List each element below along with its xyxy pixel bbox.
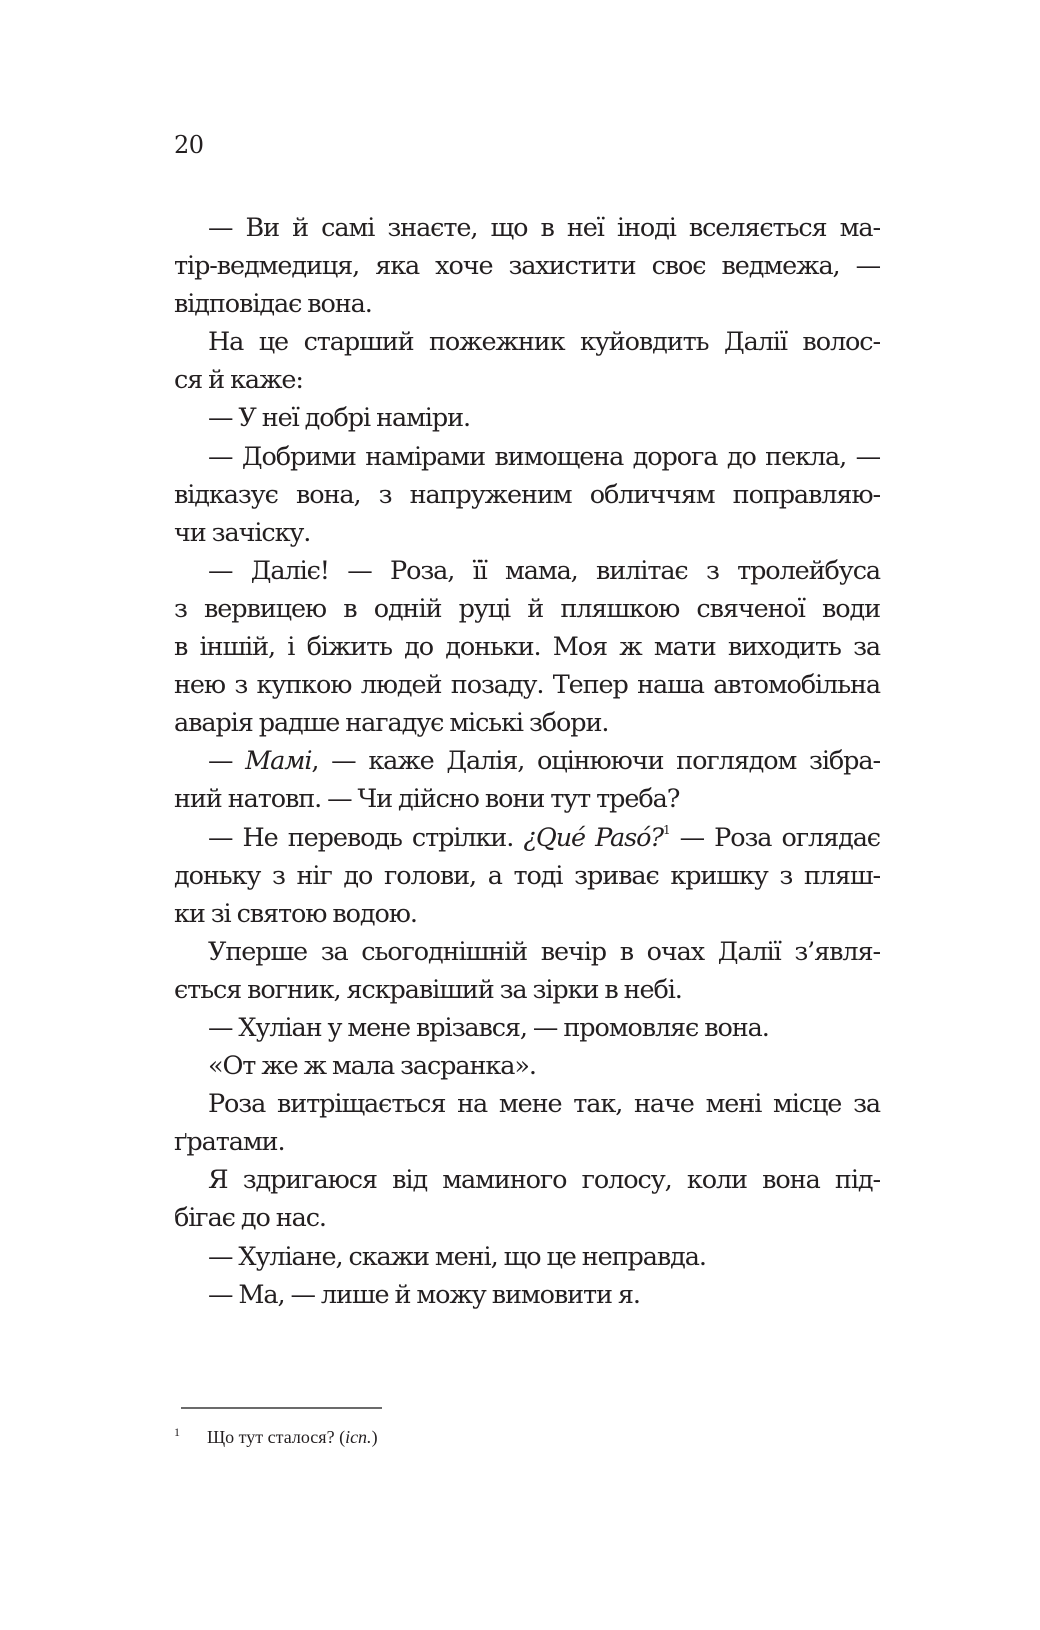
text-line: ґратами. (174, 1127, 285, 1158)
italic-text-run: ¿Qué Pasó? (523, 822, 663, 853)
text-line: — Добрими намірами вимощена дорога до пекла, — (208, 441, 880, 472)
text-line: ки зі святою водою. (174, 898, 417, 929)
footnote-text: Що тут сталося? ( (207, 1427, 346, 1447)
text-line: тір-ведмедиця, яка хоче захистити своє ведмежа, — (174, 251, 880, 282)
text-line: — Даліє! — Роза, її мама, вилітає з тролейбуса (208, 555, 880, 586)
text-line (174, 742, 880, 780)
text-line: На це старший пожежник куйовдить Далії волос- (208, 327, 880, 358)
text-line: бігає до нас. (174, 1203, 326, 1234)
footnote-divider (181, 1407, 382, 1409)
text-line: ється вогник, яскравіший за зірки в небі. (174, 974, 682, 1005)
footnote-text-end: ) (371, 1427, 378, 1447)
text-line: ний натовп. — Чи дійсно вони тут треба? (174, 784, 680, 815)
text-line: доньку з ніг до голови, а тоді зриває кришку з пляш- (174, 860, 880, 891)
text-line: чи зачіску. (174, 517, 311, 548)
text-line: Я здригаюся від маминого голосу, коли вона під- (208, 1165, 880, 1196)
page-number: 20 (174, 131, 204, 159)
text-line: — Хуліане, скажи мені, що це неправда. (208, 1241, 706, 1272)
text-line: аварія радше нагадує міські збори. (174, 708, 609, 739)
footnote (174, 1418, 874, 1451)
text-line: ся й каже: (174, 365, 303, 396)
footnote-abbrev: ісп. (345, 1427, 372, 1447)
text-line: «От же ж мала засранка». (208, 1051, 536, 1082)
text-line: Уперше за сьогоднішній вечір в очах Далії з’явля- (208, 936, 880, 967)
text-line: — Хуліан у мене врізався, — промовляє вона. (208, 1012, 769, 1043)
text-line (174, 819, 880, 857)
text-line: відказує вона, з напруженим обличчям поправляю- (174, 479, 880, 510)
footnote-reference[interactable]: 1 (662, 822, 670, 837)
text-line: Роза витріщається на мене так, наче мені місце за (208, 1089, 880, 1120)
text-line: — У неї добрі наміри. (208, 403, 470, 434)
text-run: — Роза оглядає (669, 822, 880, 853)
text-run: — (208, 746, 246, 777)
text-line: — Ма, — лише й можу вимовити я. (208, 1279, 640, 1310)
text-line: — Ви й самі знаєте, що в неї іноді вселяється ма- (208, 213, 880, 243)
body-text (174, 209, 880, 1314)
text-line: з вервицею в одній руці й пляшкою свяченої води (174, 593, 880, 624)
text-line: відповідає вона. (174, 289, 372, 320)
text-run: , — каже Далія, оцінюючи поглядом зібра- (311, 746, 880, 777)
text-line: нею з купкою людей позаду. Тепер наша автомобільна (174, 670, 880, 701)
text-run: — Не переводь стрілки. (208, 822, 524, 853)
text-line: в іншій, і біжить до доньки. Моя ж мати виходить за (174, 632, 880, 663)
italic-text-run: Мамі (245, 746, 312, 777)
footnote-mark: 1 (174, 1425, 180, 1439)
